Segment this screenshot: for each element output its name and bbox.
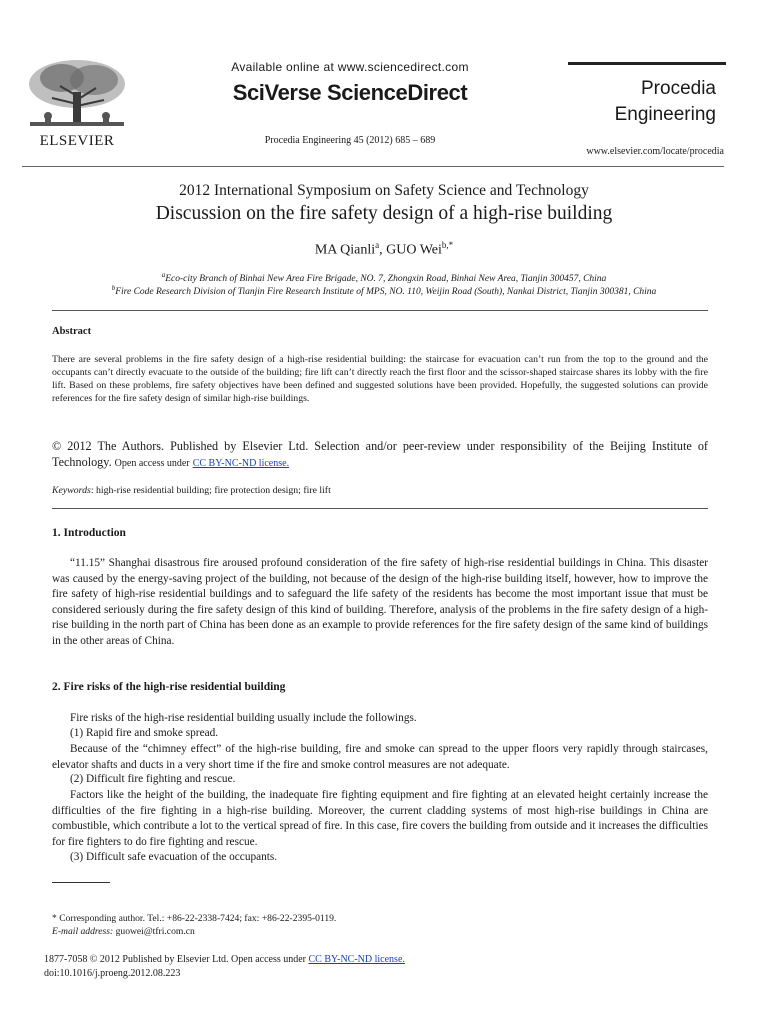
license-link[interactable]: CC BY-NC-ND license. [192,458,290,469]
keywords-line [52,485,331,496]
section-paragraph: (2) Difficult fire fighting and rescue. [70,773,236,785]
journal-name-line2: Engineering [614,104,716,125]
author-name: GUO Wei [386,242,442,258]
section-paragraph: “11.15” Shanghai disastrous fire aroused profound consideration of the fire safety of high-rise residential buildings in China. This disaster was caused by the energy-saving project of the building, not because of the design of the high-rise building itself, however, how to improve the fire safety of high-rise residential buildings and to safeguard the life safety of the residents has become the most important issue that must be considered seriously during the fire safety design of this kind of building. Therefore, analysis of the problems in the fire safety design of a high-rise building in the north part of China has been done as an example to provide references for the fire safety design of the same kind of buildings in the other areas of China. [52,557,708,647]
license-link[interactable]: CC BY-NC-ND license. [308,954,405,965]
author-separator: , [379,242,387,258]
email-line [52,926,195,937]
affiliation-mark: a [161,271,166,279]
section-heading: 1. Introduction [52,527,126,539]
available-online-line [200,60,500,74]
symposium-name: 2012 International Symposium on Safety Science and Technology [179,182,589,199]
affiliation-text: Fire Code Research Division of Tianjin Fire Research Institute of MPS, NO. 110, Weijin Road (South), Nankai District, Tianjin 300381, China [115,287,657,298]
affiliation-text: Eco-city Branch of Binhai New Area Fire Brigade, NO. 7, Zhongxin Road, Binhai New Area, Tianjin 300457, China [165,274,607,285]
corresponding-author-note: * Corresponding author. Tel.: +86-22-2338-7424; fax: +86-22-2395-0119. [52,913,337,924]
affiliation-line [0,271,768,284]
affiliation-line [0,284,768,297]
abstract-text: There are several problems in the fire safety design of a high-rise residential building: the staircase for evacuation can’t run from the top to the ground and the occupants can’t directly evacuate to the outside of the building; fire lift can’t directly reach the first floor and the scissor-shaped staircase shares its lobby with the fire lift. Based on these problems, fire safety objectives have been defined and suggested solutions have been provided. Hopefully, the suggested solutions can provide references for the fire safety design of similar high-rise buildings. [52,354,708,404]
journal-name-line1: Procedia [641,78,716,99]
section-paragraph: (3) Difficult safe evacuation of the occupants. [70,851,278,863]
issn-text: 1877-7058 © 2012 Published by Elsevier Ltd. [44,954,229,965]
publisher-wordmark: ELSEVIER [39,133,115,149]
section-paragraph: (1) Rapid fire and smoke spread. [70,727,219,739]
copyright-notice [52,438,708,472]
email-address[interactable]: guowei@tfri.com.cn [115,926,195,937]
abstract-bottom-rule [52,508,708,509]
header-divider [22,166,724,167]
issn-line [44,954,405,965]
available-online-text: Available online at www.sciencedirect.com [231,60,469,74]
open-access-label: Open access under [114,458,190,469]
author-list [0,240,768,259]
copyright-text: © 2012 The Authors. Published by Elsevier Ltd. Selection and/or peer-review under responsibility of the Beijing Institute of Technology. [52,439,708,469]
platform-name: SciVerse ScienceDirect [232,80,468,105]
section-paragraph: Factors like the height of the building, the inadequate fire fighting equipment and fire fighting at an elevated height certainly increase the difficulties of the fire fighting in a high-rise building. Moreover, the current cladding systems of most high-rise buildings in China are combustible, which contribute a lot to the vertical spread of fire. In this case, fire covers the building from outside and it increases the difficulties for fire fighters to do fire fighting and rescue. [52,789,708,848]
affiliation-mark: b [111,284,116,292]
article-title: Discussion on the fire safety design of a high-rise building [155,203,613,224]
open-access-label: Open access under [231,954,306,965]
keywords-text: : high-rise residential building; fire protection design; fire lift [90,485,331,496]
abstract-heading: Abstract [52,326,92,337]
footnote-rule [52,882,110,883]
keywords-label: Keywords [52,485,91,496]
email-label: E-mail address: [52,926,114,937]
elsevier-tree-logo-icon [22,56,132,134]
journal-url-link[interactable]: www.elsevier.com/locate/procedia [586,146,724,157]
section-paragraph: Fire risks of the high-rise residential building usually include the followings. [70,712,417,724]
section-paragraph: Because of the “chimney effect” of the high-rise building, fire and smoke can spread to the upper floors very rapidly through staircases, elevator shafts and ducts in a very short time if the fire and smoke control measures are not adequate. [52,743,708,771]
journal-reference: Procedia Engineering 45 (2012) 685 – 689 [264,135,436,146]
abstract-top-rule [52,310,708,311]
author-affiliation-mark: b,* [441,240,454,250]
author-name: MA Qianli [314,242,376,258]
section-heading: 2. Fire risks of the high-rise residential building [52,681,286,693]
doi-line: doi:10.1016/j.proeng.2012.08.223 [44,968,181,979]
author-affiliation-mark: a [375,240,380,250]
